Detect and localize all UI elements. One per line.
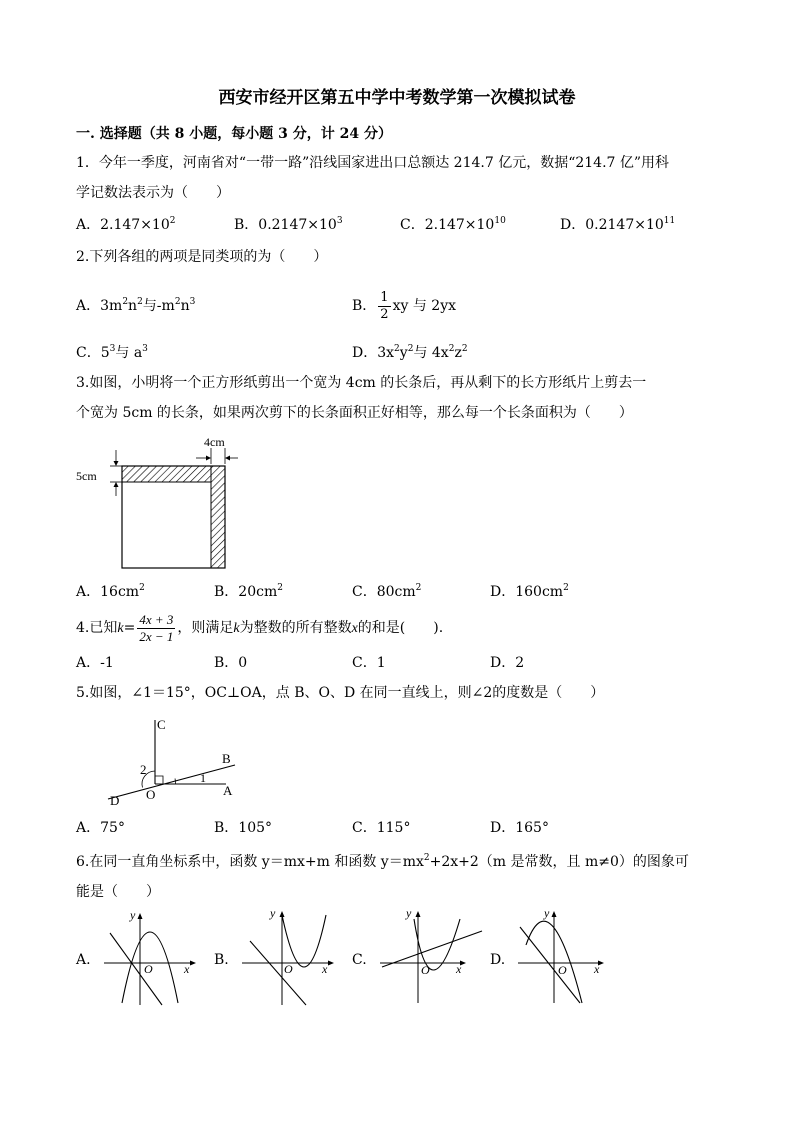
svg-text:y: y <box>406 906 412 920</box>
svg-text:y: y <box>544 906 550 920</box>
svg-text:O: O <box>421 963 430 977</box>
q3-option-a: A．$16cm^2$ <box>76 583 145 600</box>
q2-stem: 2.下列各组的两项是同类项的为（ ） <box>76 249 328 265</box>
section-heading: 一. 选择题（共 8 小题，每小题 3 分，计 24 分） <box>76 126 392 142</box>
q1-option-c: C．$2.147\times 10^{10}$ <box>400 216 506 233</box>
q3-option-d: D．$160cm^2$ <box>490 583 569 600</box>
q5-line-bd <box>108 765 235 799</box>
q6-option-a-label: A. <box>76 952 91 968</box>
q5-option-b: B．105° <box>214 820 273 836</box>
q2-option-c: C．$5^3$与 $a^3$ <box>76 344 148 361</box>
q6-graph-b <box>238 905 338 1010</box>
q3-option-b: B．$20cm^2$ <box>214 583 283 600</box>
q3-strip-vertical <box>211 466 225 568</box>
q5-option-a: A．75° <box>76 820 125 836</box>
svg-text:x: x <box>322 962 328 976</box>
q6-graph-b-parabola <box>282 915 326 967</box>
q4-option-d: D．2 <box>490 655 525 671</box>
q2-option-b: B． $\frac{1}{2}$ xy 与 2yx <box>352 289 456 322</box>
q5-stem: 5.如图，∠1＝15°，OC⊥OA，点 B、O、D 在同一直线上，则∠2的度数是（ ） <box>76 685 605 701</box>
q5-angle1-arc <box>175 779 176 785</box>
q6-graph-c <box>376 905 486 1010</box>
q1-stem-line2: 学记数法表示为（ ） <box>76 185 230 201</box>
q6-stem-line2: 能是（ ） <box>76 884 160 900</box>
q3-stem-line1: 3.如图，小明将一个正方形纸剪出一个宽为 4cm 的长条后，再从剩下的长方形纸片上剪去一 <box>76 375 647 391</box>
q2-option-b-fraction: $\frac{1}{2}$ <box>380 289 389 322</box>
q3-stem-line2: 个宽为 5cm 的长条，如果两次剪下的长条面积正好相等，那么每一个长条面积为（ ） <box>76 405 633 421</box>
q4-option-b: B．0 <box>214 655 248 671</box>
q3-strip-horizontal <box>122 466 211 482</box>
svg-text:x: x <box>594 962 600 976</box>
q2-option-a: A．$3m^2n^2$与$-m^2n^3$ <box>76 297 196 314</box>
q3-figure <box>72 430 242 575</box>
q6-stem-line1: 6.在同一直角坐标系中，函数 y＝mx+m 和函数 $y=mx^2+2x+2(m$ 是常数，且 m≠0）的图象可 <box>76 853 689 870</box>
svg-text:x: x <box>184 962 190 976</box>
svg-text:O: O <box>144 962 153 976</box>
q5-label-a: A <box>223 783 233 798</box>
q6-graph-a <box>100 905 200 1010</box>
q5-label-2: 2 <box>140 762 147 777</box>
q6-graph-d <box>514 905 614 1010</box>
q3-option-c: C．$80cm^2$ <box>352 583 422 600</box>
q6-graph-a-line <box>110 933 162 1005</box>
svg-text:O: O <box>284 962 293 976</box>
q5-option-d: D．165° <box>490 820 549 836</box>
q5-label-o: O <box>146 787 156 802</box>
q3-label-4cm: 4cm <box>204 435 225 449</box>
q1-option-b: B．$0.2147\times 10^3$ <box>234 216 343 233</box>
q4-stem: 4.已知k= $\frac{4x + 3}{2x - 1}$ ，则满足k为整数的所有整数x的和是( ). <box>76 611 444 644</box>
page-title: 西安市经开区第五中学中考数学第一次模拟试卷 <box>218 88 576 108</box>
q5-label-c: C <box>157 717 166 732</box>
q6-graph-c-line <box>382 931 482 967</box>
q2-option-d: D．$3x^2y^2$与 $4x^2z^2$ <box>352 344 468 361</box>
svg-text:y: y <box>130 908 136 922</box>
q1-option-d: D．$0.2147\times 10^{11}$ <box>560 216 676 233</box>
q5-right-angle-mark <box>155 776 163 784</box>
q4-option-c: C．1 <box>352 655 386 671</box>
svg-text:O: O <box>558 963 567 977</box>
q6-option-c-label: C. <box>352 952 367 968</box>
q6-option-b-label: B. <box>214 952 229 968</box>
q5-figure <box>100 715 250 810</box>
q5-label-1: 1 <box>200 771 206 785</box>
q6-option-d-label: D. <box>490 952 506 968</box>
q5-option-c: C．115° <box>352 820 411 836</box>
svg-text:y: y <box>270 906 276 920</box>
q4-fraction: $\frac{4x + 3}{2x - 1}$ <box>139 611 174 644</box>
q1-option-a: A．$2.147\times 10^2$ <box>76 216 176 233</box>
q5-label-b: B <box>222 751 231 766</box>
q1-stem-line1: 1．今年一季度，河南省对“一带一路”沿线国家进出口总额达 214.7 亿元，数据“214.7 亿”用科 <box>76 155 670 171</box>
q3-label-5cm: 5cm <box>76 469 97 483</box>
q6-graph-b-line <box>250 941 306 1005</box>
q4-option-a: A．-1 <box>76 655 114 671</box>
svg-text:x: x <box>456 962 462 976</box>
q5-label-d: D <box>110 793 120 808</box>
